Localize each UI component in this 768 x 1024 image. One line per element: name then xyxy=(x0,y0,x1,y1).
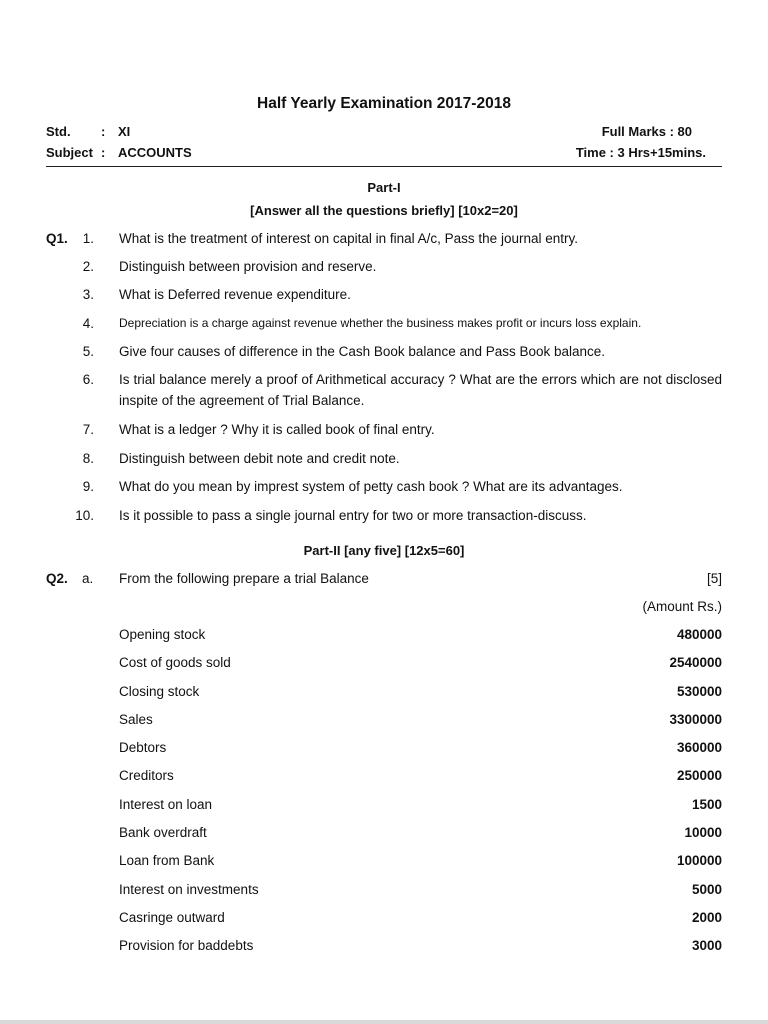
account-amount: 480000 xyxy=(676,627,722,642)
account-amount: 2540000 xyxy=(669,655,722,670)
account-label: Opening stock xyxy=(119,627,206,642)
sub-question-letter: a. xyxy=(82,571,94,586)
question-number: 3. xyxy=(82,287,94,302)
account-amount: 360000 xyxy=(676,740,722,755)
question-number: 1. xyxy=(82,231,94,246)
question-number: 10. xyxy=(75,508,94,523)
subject-label: Subject xyxy=(46,145,93,160)
account-amount: 3300000 xyxy=(669,712,722,727)
question-text: Give four causes of difference in the Cash Book balance and Pass Book balance. xyxy=(119,344,606,359)
account-label: Bank overdraft xyxy=(119,825,207,840)
subject-row xyxy=(46,145,192,160)
question-number: 4. xyxy=(82,316,94,331)
question-text: Is trial balance merely a proof of Arithmetical accuracy ? What are the errors which are not disclosed inspite of the agreement of Trial Balance. xyxy=(119,372,722,408)
question-text: Distinguish between debit note and credit note. xyxy=(119,451,400,466)
account-amount: 2000 xyxy=(691,910,722,925)
question-number: 7. xyxy=(82,422,94,437)
account-label: Debtors xyxy=(119,740,167,755)
std-value: XI xyxy=(118,124,131,139)
question-number: 2. xyxy=(82,259,94,274)
exam-title: Half Yearly Examination 2017-2018 xyxy=(257,95,511,112)
question-number: 6. xyxy=(82,372,94,387)
q1-label: Q1. xyxy=(46,231,68,246)
account-label: Interest on loan xyxy=(119,797,213,812)
amount-column-header: (Amount Rs.) xyxy=(642,599,722,614)
question-number: 5. xyxy=(82,344,94,359)
subject-value: ACCOUNTS xyxy=(118,145,192,160)
account-label: Creditors xyxy=(119,768,174,783)
part2-heading: Part-II [any five] [12x5=60] xyxy=(303,543,465,558)
account-label: Interest on investments xyxy=(119,882,259,897)
account-amount: 1500 xyxy=(691,797,722,812)
part1-heading: Part-I xyxy=(367,180,401,195)
account-label: Cost of goods sold xyxy=(119,655,231,670)
account-label: Closing stock xyxy=(119,684,200,699)
question-text: Distinguish between provision and reserve. xyxy=(119,259,377,274)
part1-instruction: [Answer all the questions briefly] [10x2=20] xyxy=(250,203,518,218)
account-amount: 250000 xyxy=(676,768,722,783)
std-row xyxy=(46,124,130,139)
std-label: Std. xyxy=(46,124,71,139)
full-marks: Full Marks : 80 xyxy=(601,124,692,139)
question-text: Depreciation is a charge against revenue whether the business makes profit or incurs loss explain. xyxy=(119,316,642,330)
header-divider xyxy=(46,166,722,167)
question-number: 8. xyxy=(82,451,94,466)
subject-colon: : xyxy=(101,145,106,160)
account-label: Provision for baddebts xyxy=(119,938,254,953)
question-text: Is it possible to pass a single journal entry for two or more transaction-discuss. xyxy=(119,508,587,523)
q2-label: Q2. xyxy=(46,571,68,586)
question-text: What is a ledger ? Why it is called book of final entry. xyxy=(119,422,435,437)
sub-question-text: From the following prepare a trial Balance xyxy=(119,571,369,586)
account-amount: 100000 xyxy=(676,853,722,868)
question-text: What is Deferred revenue expenditure. xyxy=(119,287,351,302)
question-text: What is the treatment of interest on capital in final A/c, Pass the journal entry. xyxy=(119,231,578,246)
exam-time: Time : 3 Hrs+15mins. xyxy=(575,145,706,160)
account-amount: 10000 xyxy=(684,825,722,840)
account-label: Loan from Bank xyxy=(119,853,215,868)
account-amount: 530000 xyxy=(676,684,722,699)
account-label: Sales xyxy=(119,712,153,727)
page-bottom-edge xyxy=(0,1020,768,1024)
account-amount: 5000 xyxy=(691,882,722,897)
question-number: 9. xyxy=(82,479,94,494)
account-amount: 3000 xyxy=(691,938,722,953)
std-colon: : xyxy=(101,124,106,139)
question-text: What do you mean by imprest system of petty cash book ? What are its advantages. xyxy=(119,479,623,494)
question-marks: [5] xyxy=(706,571,722,586)
account-label: Casringe outward xyxy=(119,910,225,925)
